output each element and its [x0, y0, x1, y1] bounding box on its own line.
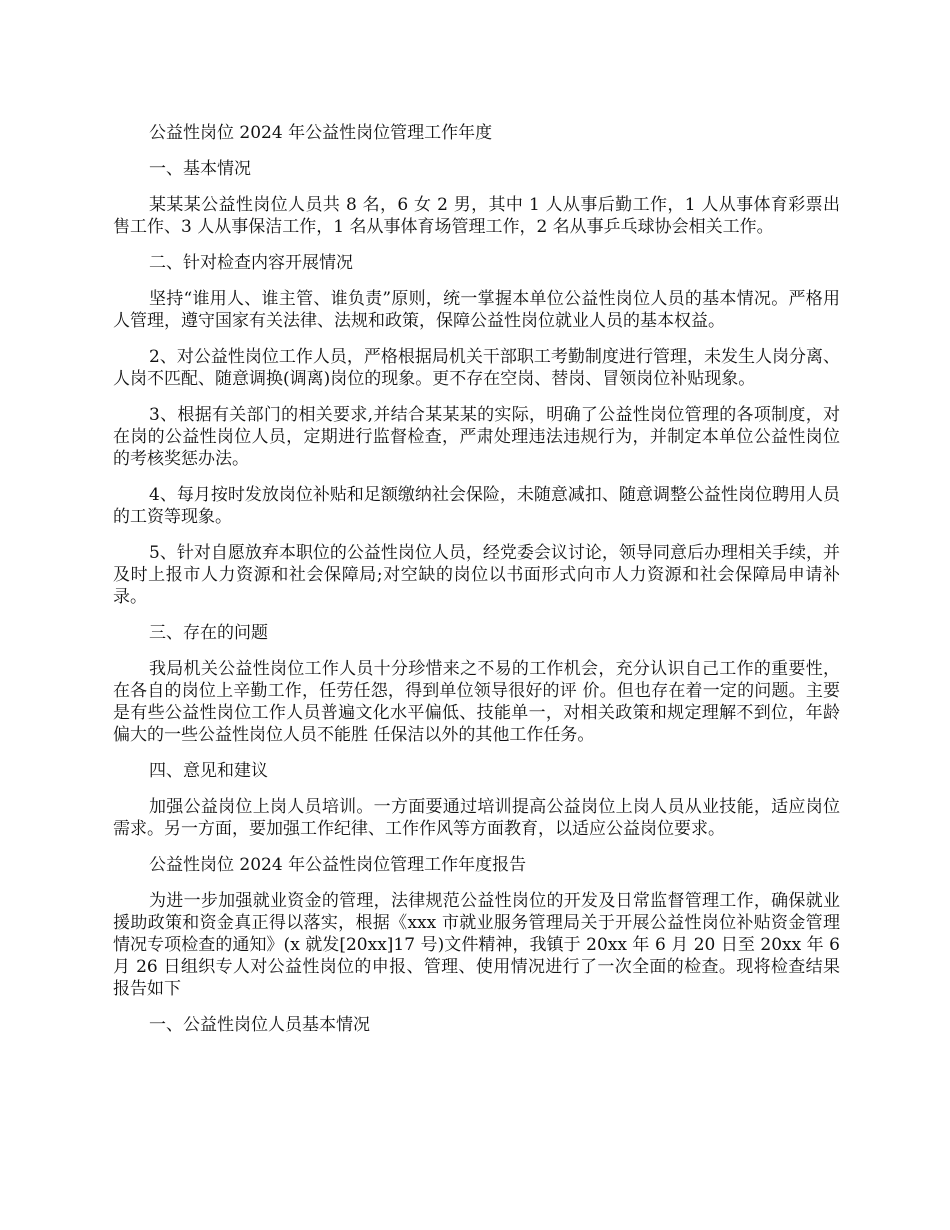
paragraph: 某某某公益性岗位人员共 8 名，6 女 2 男，其中 1 人从事后勤工作，1 人从事体育彩票出售工作、3 人从事保洁工作，1 名从事体育场管理工作，2 名从事乒乓球协会相关工作。	[113, 195, 840, 237]
paragraph: 3、根据有关部门的相关要求,并结合某某某的实际，明确了公益性岗位管理的各项制度，对在岗的公益性岗位人员，定期进行监督检查，严肃处理违法违规行为，并制定本单位公益性岗位的考核奖惩办法。	[113, 405, 840, 469]
report-title: 公益性岗位 2024 年公益性岗位管理工作年度报告	[149, 855, 527, 875]
paragraph: 为进一步加强就业资金的管理，法律规范公益性岗位的开发及日常监督管理工作，确保就业援助政策和资金真正得以落实，根据《xxx 市就业服务管理局关于开展公益性岗位补贴资金管理情况专项检查的通知》(x 就发[20xx]17 号)文件精神，我镇于 20xx 年 6 月 20 日至 20xx 年 6 月 26 日组织专人对公益性岗位的申报、管理、使用情况进行了一次全面的检查。现将检查结果报告如下	[113, 891, 840, 999]
section-heading-problems: 三、存在的问题	[149, 623, 268, 643]
section-heading-basic-situation: 一、基本情况	[149, 159, 251, 179]
paragraph: 4、每月按时发放岗位补贴和足额缴纳社会保险，未随意减扣、随意调整公益性岗位聘用人员的工资等现象。	[113, 485, 840, 527]
paragraph: 5、针对自愿放弃本职位的公益性岗位人员，经党委会议讨论，领导同意后办理相关手续，并及时上报市人力资源和社会保障局;对空缺的岗位以书面形式向市人力资源和社会保障局申请补录。	[113, 543, 840, 607]
section-heading-staff-basic: 一、公益性岗位人员基本情况	[149, 1015, 370, 1035]
section-heading-inspection: 二、针对检查内容开展情况	[149, 253, 353, 273]
paragraph: 我局机关公益性岗位工作人员十分珍惜来之不易的工作机会，充分认识自己工作的重要性，在各自的岗位上辛勤工作，任劳任怨，得到单位领导很好的评 价。但也存在着一定的问题。主要是有些公益性岗位工作人员普遍文化水平偏低、技能单一，对相关政策和规定理解不到位，年龄偏大的一些公益性岗位人员不能胜 任保洁以外的其他工作任务。	[113, 659, 840, 745]
paragraph: 加强公益岗位上岗人员培训。一方面要通过培训提高公益岗位上岗人员从业技能，适应岗位需求。另一方面，要加强工作纪律、工作作风等方面教育，以适应公益岗位要求。	[113, 797, 840, 839]
paragraph: 2、对公益性岗位工作人员，严格根据局机关干部职工考勤制度进行管理，未发生人岗分离、人岗不匹配、随意调换(调离)岗位的现象。更不存在空岗、替岗、冒领岗位补贴现象。	[113, 347, 840, 389]
document-title: 公益性岗位 2024 年公益性岗位管理工作年度	[149, 123, 493, 143]
paragraph: 坚持“谁用人、谁主管、谁负责”原则，统一掌握本单位公益性岗位人员的基本情况。严格用人管理，遵守国家有关法律、法规和政策，保障公益性岗位就业人员的基本权益。	[113, 289, 840, 331]
document-body	[113, 122, 840, 1050]
section-heading-suggestions: 四、意见和建议	[149, 761, 268, 781]
